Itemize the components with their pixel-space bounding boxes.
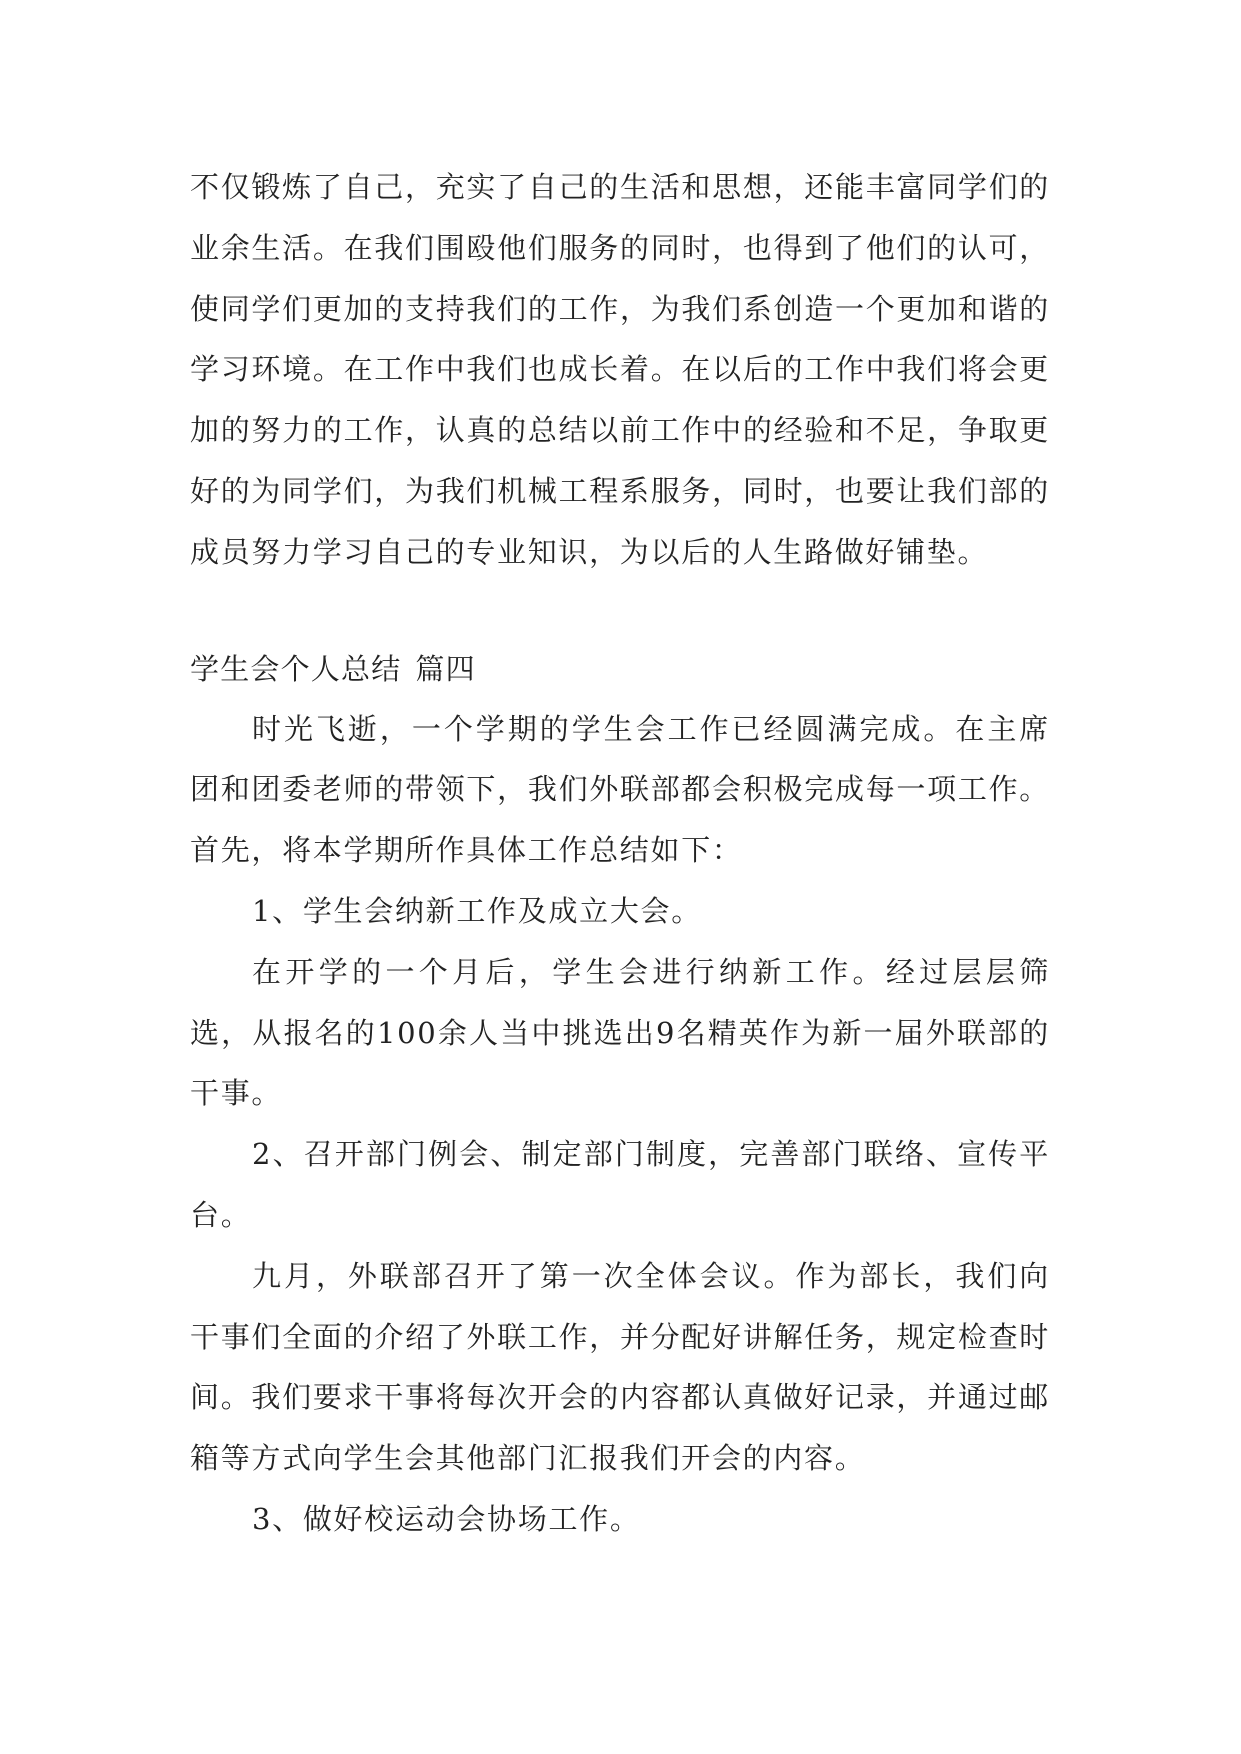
continued-paragraph: 不仅锻炼了自己，充实了自己的生活和思想，还能丰富同学们的业余生活。在我们围殴他们服务的同时，也得到了他们的认可，使同学们更加的支持我们的工作，为我们系创造一个更加和谐的学习环境。在工作中我们也成长着。在以后的工作中我们将会更加的努力的工作，认真的总结以前工作中的经验和不足，争取更好的为同学们，为我们机械工程系服务，同时，也要让我们部的成员努力学习自己的专业知识，为以后的人生路做好铺垫。 [190,170,1050,569]
section-label: 篇四 [415,651,476,686]
section-heading [190,639,1050,699]
paragraph-item-2-heading: 2、召开部门例会、制定部门制度，完善部门联络、宣传平台。 [190,1137,1050,1232]
paragraph-item-3-heading: 3、做好校运动会协场工作。 [252,1501,641,1536]
paragraph-intro: 时光飞逝，一个学期的学生会工作已经圆满完成。在主席团和团委老师的带领下，我们外联部都会积极完成每一项工作。首先，将本学期所作具体工作总结如下： [190,711,1050,868]
paragraph-item-1-heading: 1、学生会纳新工作及成立大会。 [252,893,702,928]
section-title: 学生会个人总结 [190,651,402,686]
paragraph-item-2-body: 九月，外联部召开了第一次全体会议。作为部长，我们向干事们全面的介绍了外联工作，并分配好讲解任务，规定检查时间。我们要求干事将每次开会的内容都认真做好记录，并通过邮箱等方式向学生会其他部门汇报我们开会的内容。 [190,1258,1050,1476]
paragraph-item-1-body: 在开学的一个月后，学生会进行纳新工作。经过层层筛选，从报名的100余人当中挑选出9名精英作为新一届外联部的干事。 [190,954,1050,1111]
document-body [190,157,1050,1550]
